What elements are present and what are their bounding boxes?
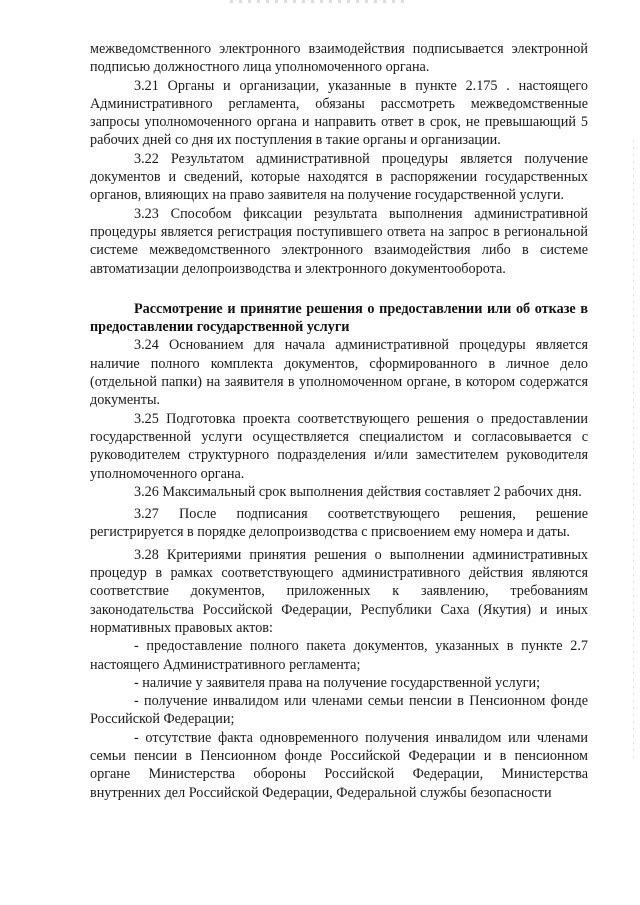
paragraph-3-22: 3.22 Результатом административной процедуры является получение документов и сведений, которые находятся в распоряжении государственных органов, влияющих на право заявителя на получение государственной услуги. [90,150,588,204]
scan-artifact-edge [633,140,634,760]
list-item: - наличие у заявителя права на получение государственной услуги; [134,674,541,691]
section-spacer [90,278,588,300]
paragraph-3-27: 3.27 После подписания соответствующего решения, решение регистрируется в порядке делопроизводства с присвоением ему номера и даты. [90,506,588,541]
paragraph-continuation: межведомственного электронного взаимодействия подписывается электронной подписью должностного лица уполномоченного органа. [90,41,588,76]
paragraph-3-23: 3.23 Способом фиксации результата выполнения административной процедуры является регистрация поступившего ответа на запрос в региональной системе межведомственного электронного взаимодействия либо в системе автоматизации делопроизводства и электронного документооборота. [90,205,588,277]
list-item: - предоставление полного пакета документов, указанных в пункте 2.7 настоящего Административного регламента; [90,638,588,673]
paragraph-3-26: 3.26 Максимальный срок выполнения действия составляет 2 рабочих дня. [134,483,582,500]
paragraph-3-21: 3.21 Органы и организации, указанные в пункте 2.175 . настоящего Административного регламента, обязаны рассмотреть межведомственные запросы уполномоченного органа и направить ответ в срок, не превышающий 5 рабочих дней со дня их поступления в такие органы и организации. [90,77,588,149]
paragraph-3-25: 3.25 Подготовка проекта соответствующего решения о предоставлении государственной услуги осуществляется специалистом и согласовывается с руководителем структурного подразделения и/или заместителем руководителя уполномоченного органа. [90,410,588,482]
document-body [90,40,588,802]
list-item: - отсутствие факта одновременного получения инвалидом или членами семьи пенсии в Пенсионном фонде Российской Федерации и в пенсионном органе Министерства обороны Российской Федерации, Министерства внутренних дел Российской Федерации, Федеральной службы безопасности [90,729,588,801]
paragraph-3-28: 3.28 Критериями принятия решения о выполнении административных процедур в рамках соответствующего административного действия являются соответствие документов, приложенных к заявлению, требованиям законодательства Российской Федерации, Республики Саха (Якутия) и иных нормативных правовых актов: [90,546,588,636]
paragraph-3-24: 3.24 Основанием для начала административной процедуры является наличие полного комплекта документов, сформированного в личное дело (отдельной папки) на заявителя в уполномоченном органе, в котором содержатся документы. [90,337,588,409]
section-heading: Рассмотрение и принятие решения о предоставлении или об отказе в предоставлении государственной услуги [90,300,588,336]
scan-artifact-top [230,0,410,3]
list-item: - получение инвалидом или членами семьи пенсии в Пенсионном фонде Российской Федерации; [90,693,588,728]
